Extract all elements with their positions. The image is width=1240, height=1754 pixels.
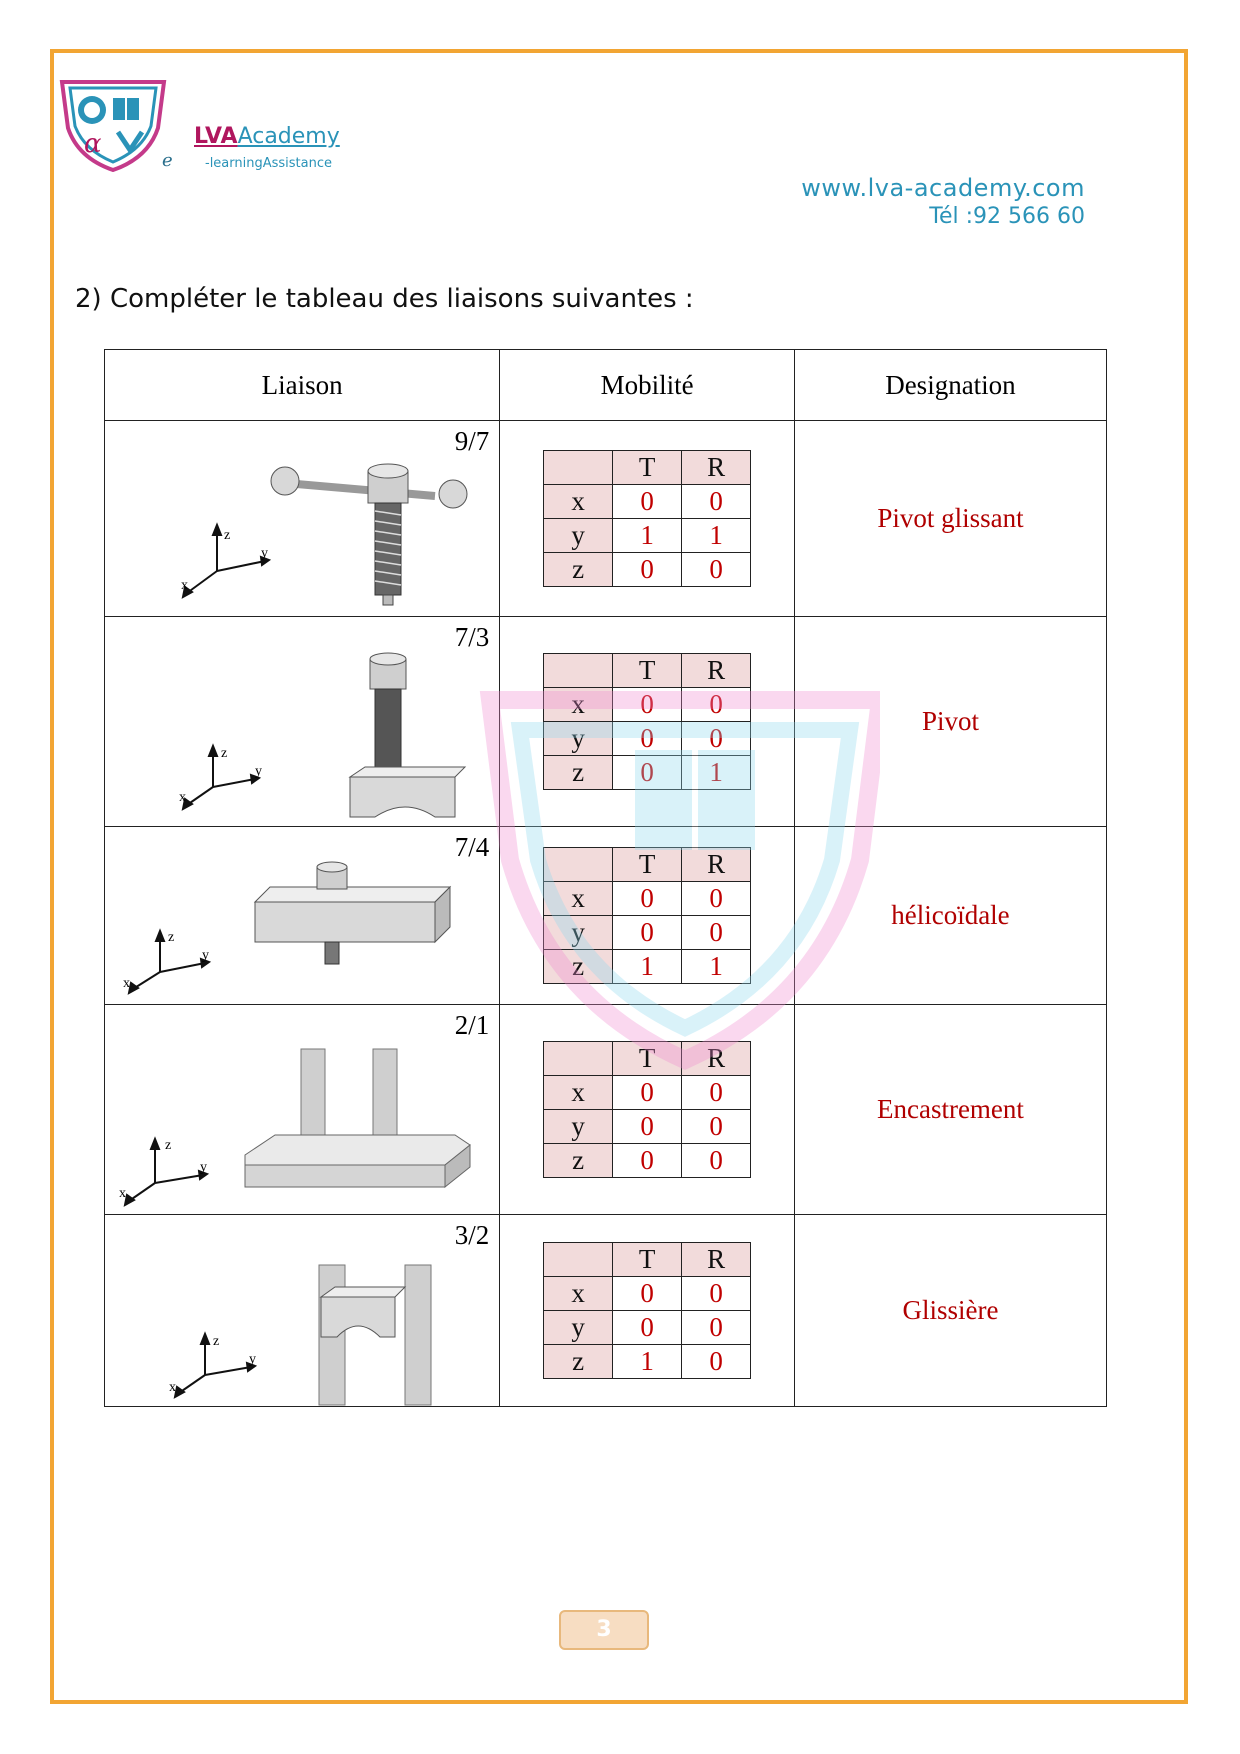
axis-z: z	[544, 1345, 613, 1379]
mobility-table	[543, 1041, 751, 1178]
value-ry: 1	[682, 519, 751, 553]
value-rz: 0	[682, 1144, 751, 1178]
designation-cell: Glissière	[794, 1215, 1106, 1407]
value-tx: 0	[613, 1277, 682, 1311]
liaison-label: 3/2	[454, 1220, 490, 1250]
axis-label-y: y	[202, 948, 209, 963]
header-liaison: Liaison	[105, 350, 500, 421]
value-tx: 0	[613, 688, 682, 722]
value-rx: 0	[682, 688, 751, 722]
value-rz: 0	[682, 553, 751, 587]
designation-cell: Pivot	[794, 617, 1106, 827]
axis-x: x	[544, 1076, 613, 1110]
col-R: R	[682, 848, 751, 882]
page-number: 3	[559, 1610, 649, 1650]
axis-y: y	[544, 1110, 613, 1144]
value-ry: 0	[682, 722, 751, 756]
table-row	[105, 617, 1107, 827]
mechanical-part-illustration	[105, 617, 501, 827]
header-designation: Designation	[794, 350, 1106, 421]
contact-info	[801, 174, 1085, 229]
table-header-row	[105, 350, 1107, 421]
mobility-cell	[500, 827, 795, 1005]
col-T: T	[613, 654, 682, 688]
col-T: T	[613, 451, 682, 485]
axis-label-x: x	[123, 976, 130, 991]
mobility-table	[543, 1242, 751, 1379]
axis-y: y	[544, 1311, 613, 1345]
axis-z: z	[544, 950, 613, 984]
mobility-table	[543, 847, 751, 984]
axis-x: x	[544, 485, 613, 519]
mobility-corner	[544, 451, 613, 485]
table-row	[105, 827, 1107, 1005]
axis-z: z	[544, 553, 613, 587]
value-ry: 0	[682, 916, 751, 950]
brand-e: e	[162, 150, 173, 171]
col-R: R	[682, 1042, 751, 1076]
value-ty: 0	[613, 722, 682, 756]
value-ty: 0	[613, 916, 682, 950]
axis-x: x	[544, 1277, 613, 1311]
value-tz: 0	[613, 756, 682, 790]
lva-logo	[58, 80, 168, 172]
axis-z: z	[544, 1144, 613, 1178]
value-rx: 0	[682, 1076, 751, 1110]
axis-label-x: x	[169, 1380, 176, 1395]
phone-number: Tél :92 566 60	[929, 204, 1085, 229]
designation-cell: Encastrement	[794, 1005, 1106, 1215]
value-tx: 0	[613, 882, 682, 916]
svg-text:α: α	[84, 129, 102, 159]
liaison-cell	[105, 421, 500, 617]
value-ry: 0	[682, 1311, 751, 1345]
axis-label-x: x	[181, 578, 188, 593]
value-rz: 1	[682, 950, 751, 984]
value-ry: 0	[682, 1110, 751, 1144]
mobility-cell	[500, 617, 795, 827]
axis-x: x	[544, 882, 613, 916]
table-row	[105, 1005, 1107, 1215]
brand-name: LVAAcademy	[194, 124, 340, 149]
col-R: R	[682, 451, 751, 485]
axis-label-z: z	[213, 1334, 220, 1349]
axis-label-y: y	[249, 1352, 256, 1367]
axis-y: y	[544, 722, 613, 756]
value-tx: 0	[613, 485, 682, 519]
axis-label-z: z	[224, 528, 231, 543]
axis-label-x: x	[179, 790, 186, 805]
designation-cell: hélicoïdale	[794, 827, 1106, 1005]
mobility-cell	[500, 1005, 795, 1215]
question-title: 2) Compléter le tableau des liaisons suivantes :	[75, 284, 694, 314]
value-rz: 0	[682, 1345, 751, 1379]
mobility-table	[543, 653, 751, 790]
col-T: T	[613, 848, 682, 882]
mobility-corner	[544, 848, 613, 882]
table-row	[105, 421, 1107, 617]
liaison-label: 2/1	[454, 1010, 490, 1040]
liaison-label: 7/4	[454, 832, 490, 862]
liaison-label: 7/3	[454, 622, 490, 652]
liaisons-table	[104, 349, 1107, 1407]
website-url: www.lva-academy.com	[801, 174, 1085, 202]
value-tz: 1	[613, 950, 682, 984]
axis-x: x	[544, 688, 613, 722]
liaison-cell	[105, 1215, 500, 1407]
mechanical-part-illustration	[105, 421, 501, 617]
axis-y: y	[544, 916, 613, 950]
mechanical-part-illustration	[105, 1215, 501, 1407]
table-row	[105, 1215, 1107, 1407]
designation-cell: Pivot glissant	[794, 421, 1106, 617]
axis-y: y	[544, 519, 613, 553]
value-tz: 1	[613, 1345, 682, 1379]
axis-label-y: y	[261, 546, 268, 561]
axis-label-z: z	[165, 1138, 172, 1153]
mobility-corner	[544, 1243, 613, 1277]
col-R: R	[682, 654, 751, 688]
value-ty: 0	[613, 1110, 682, 1144]
liaison-cell	[105, 1005, 500, 1215]
value-tz: 0	[613, 1144, 682, 1178]
header-mobilite: Mobilité	[500, 350, 795, 421]
mobility-corner	[544, 1042, 613, 1076]
axis-label-y: y	[255, 764, 262, 779]
axis-label-z: z	[221, 746, 228, 761]
value-rz: 1	[682, 756, 751, 790]
liaison-label: 9/7	[454, 426, 490, 456]
value-ty: 0	[613, 1311, 682, 1345]
value-tx: 0	[613, 1076, 682, 1110]
mobility-corner	[544, 654, 613, 688]
mobility-cell	[500, 421, 795, 617]
value-rx: 0	[682, 1277, 751, 1311]
col-R: R	[682, 1243, 751, 1277]
axis-z: z	[544, 756, 613, 790]
col-T: T	[613, 1243, 682, 1277]
col-T: T	[613, 1042, 682, 1076]
axis-label-y: y	[200, 1160, 207, 1175]
brand-tagline: -learningAssistance	[205, 156, 332, 171]
mobility-cell	[500, 1215, 795, 1407]
mobility-table	[543, 450, 751, 587]
axis-label-x: x	[119, 1186, 126, 1201]
value-tz: 0	[613, 553, 682, 587]
liaison-cell	[105, 827, 500, 1005]
mechanical-part-illustration	[105, 1005, 501, 1215]
mechanical-part-illustration	[105, 827, 501, 1005]
liaison-cell	[105, 617, 500, 827]
value-ty: 1	[613, 519, 682, 553]
axis-label-z: z	[168, 930, 175, 945]
value-rx: 0	[682, 485, 751, 519]
value-rx: 0	[682, 882, 751, 916]
